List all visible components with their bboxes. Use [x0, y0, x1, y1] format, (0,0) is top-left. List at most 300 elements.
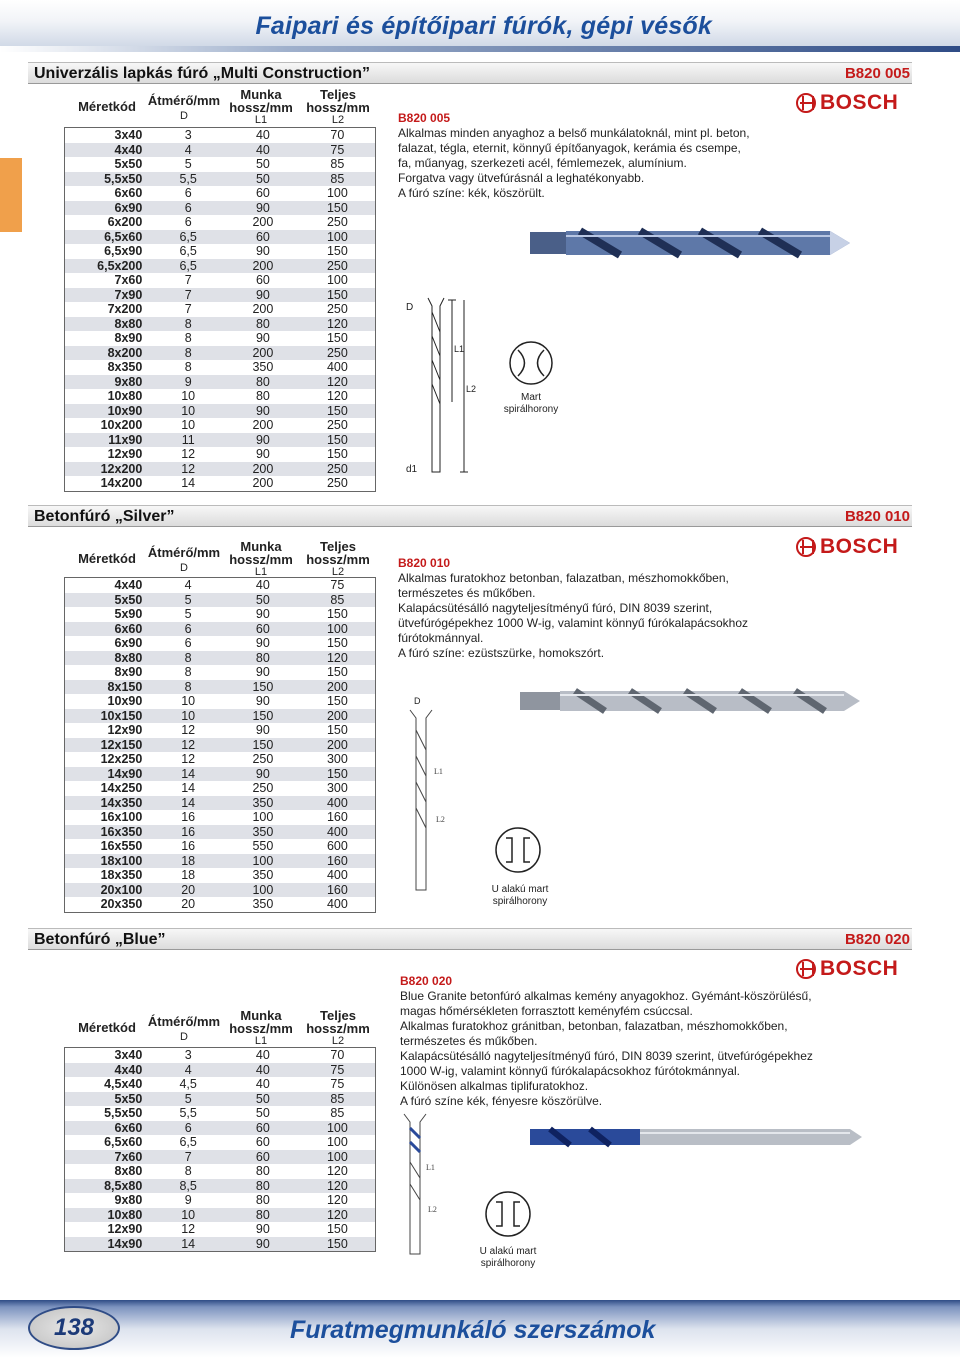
size-code-cell: 18x350: [100, 868, 143, 882]
table-row: [65, 1077, 376, 1092]
table-row: [65, 738, 376, 753]
work-length-cell: 90: [255, 665, 270, 679]
size-code-cell: 7x60: [65, 1150, 151, 1165]
table-row: [65, 418, 376, 433]
diameter-cell: 6: [184, 215, 192, 229]
work-length-cell: 50: [226, 1092, 300, 1107]
svg-text:L2: L2: [466, 384, 477, 394]
work-length-cell: 50: [226, 593, 300, 608]
col-total-header-2: hossz/mm: [306, 1021, 370, 1036]
table-header-silver: [64, 540, 376, 578]
table-row: [65, 578, 376, 593]
table-row: [65, 1237, 376, 1252]
description-line: Kalapácsütésálló nagyteljesítményű fúró, DIN 8039 szerint,: [398, 601, 713, 615]
section-header-multi-construction: [28, 62, 912, 84]
size-code-cell: 12x150: [65, 738, 151, 753]
work-length-cell: 40: [255, 1048, 270, 1062]
table-row: [65, 1106, 376, 1121]
size-code-cell: 18x100: [65, 854, 151, 869]
diameter-cell: 8: [150, 346, 226, 361]
work-length-cell: 80: [255, 1193, 270, 1207]
table-row: [65, 665, 376, 680]
total-length-cell: 120: [300, 375, 376, 390]
description-line: fúrótokmánnyal.: [398, 631, 484, 645]
size-code-cell: 14x90: [65, 767, 151, 782]
work-length-cell: 90: [255, 331, 270, 345]
size-code-cell: 9x80: [114, 1193, 143, 1207]
description-line: magas hőmérsékleten forrasztott keményfém csúccsal.: [400, 1004, 693, 1018]
size-code-cell: 10x80: [107, 389, 143, 403]
size-code-cell: 5x50: [65, 593, 151, 608]
table-row: [65, 868, 376, 883]
total-length-cell: 160: [326, 810, 348, 824]
total-length-cell: 250: [300, 259, 376, 274]
work-length-cell: 350: [252, 897, 274, 911]
size-code-cell: 14x200: [100, 476, 143, 490]
description-code: B820 020: [400, 974, 453, 988]
size-code-cell: 9x80: [65, 375, 151, 390]
col-total-header-1: Teljes: [320, 539, 356, 554]
table-row: [65, 230, 376, 245]
size-code-cell: 10x90: [107, 694, 143, 708]
table-row: [65, 839, 376, 854]
total-length-cell: 85: [300, 172, 376, 187]
col-code-header: Méretkód: [78, 99, 136, 114]
diameter-cell: 16: [181, 810, 196, 824]
diameter-cell: 10: [150, 709, 226, 724]
size-code-cell: 16x100: [100, 810, 143, 824]
work-length-cell: 100: [226, 854, 300, 869]
description-code: B820 005: [398, 111, 451, 125]
spec-table-multi-construction: [64, 127, 376, 492]
size-code-cell: 12x250: [100, 752, 143, 766]
size-code-cell: 5x50: [65, 1092, 151, 1107]
work-length-cell: 80: [226, 651, 300, 666]
table-row: [65, 157, 376, 172]
table-row: [65, 810, 376, 825]
diameter-cell: 6,5: [150, 230, 226, 245]
table-header-blue: [64, 1009, 376, 1047]
total-length-cell: 100: [300, 1150, 376, 1165]
size-code-cell: 5,5x50: [65, 172, 151, 187]
total-length-cell: 250: [326, 418, 348, 432]
diameter-cell: 7: [184, 273, 192, 287]
table-row: [65, 1193, 376, 1208]
total-length-cell: 75: [300, 1063, 376, 1078]
groove-label-line: spirálhorony: [503, 404, 559, 415]
col-diameter-header: Átmérő/mm: [147, 93, 221, 108]
diameter-cell: 4: [150, 143, 226, 158]
size-code-cell: 10x80: [65, 1208, 151, 1223]
work-length-cell: 350: [252, 868, 274, 882]
groove-label: [468, 1246, 548, 1270]
diameter-cell: 6,5: [179, 1135, 197, 1149]
work-length-cell: 90: [255, 636, 270, 650]
table-row: [65, 622, 376, 637]
total-length-cell: 200: [300, 738, 376, 753]
svg-text:L1: L1: [434, 767, 443, 776]
groove-label-line: spirálhorony: [492, 896, 548, 907]
diameter-cell: 9: [184, 1193, 192, 1207]
section-header-silver: [28, 505, 912, 527]
table-row: [65, 259, 376, 274]
work-length-cell: 200: [252, 302, 274, 316]
total-length-cell: 400: [326, 897, 348, 911]
diameter-cell: 6: [184, 186, 192, 200]
table-row: [65, 143, 376, 158]
size-code-cell: 8x80: [65, 651, 151, 666]
description-line: 1000 W-ig, valamint könnyű fúrókalapácsokhoz fúrótokmánnyal.: [400, 1064, 740, 1078]
total-length-cell: 70: [330, 128, 345, 142]
diameter-cell: 14: [181, 476, 196, 490]
table-row: [65, 215, 376, 230]
col-work-sub: L1: [254, 1035, 268, 1047]
table-row: [65, 360, 376, 375]
table-row: [65, 1048, 376, 1063]
diameter-cell: 8: [150, 317, 226, 332]
work-length-cell: 150: [226, 709, 300, 724]
description-line: természetes és műkőben.: [400, 1034, 538, 1048]
work-length-cell: 60: [255, 1135, 270, 1149]
col-total-header-2: hossz/mm: [306, 100, 370, 115]
col-work-sub: L1: [254, 566, 268, 578]
diameter-cell: 6: [184, 636, 192, 650]
table-row: [65, 1150, 376, 1165]
table-row: [65, 723, 376, 738]
diameter-cell: 12: [150, 462, 226, 477]
bosch-logo: [796, 958, 906, 980]
total-length-cell: 100: [300, 622, 376, 637]
size-code-cell: 12x90: [107, 723, 143, 737]
diameter-cell: 8: [184, 360, 192, 374]
table-row: [65, 244, 376, 259]
description-line: ütvefúrógépekhez 1000 W-ig, valamint könnyű fúrókalapácsokhoz: [398, 616, 748, 630]
description-line: fa, műanyag, szerkezeti acél, fémlemezek, alumínium.: [398, 156, 687, 170]
diameter-cell: 10: [150, 1208, 226, 1223]
bosch-logo: [796, 92, 906, 114]
diameter-cell: 6,5: [179, 244, 197, 258]
col-work-header-2: hossz/mm: [229, 1021, 293, 1036]
table-row: [65, 680, 376, 695]
table-row: [65, 825, 376, 840]
section-code: B820 020: [844, 931, 910, 948]
work-length-cell: 100: [252, 810, 274, 824]
table-row: [65, 1208, 376, 1223]
total-length-cell: 120: [300, 1179, 376, 1194]
size-code-cell: 4x40: [65, 1063, 151, 1078]
work-length-cell: 60: [255, 186, 270, 200]
total-length-cell: 100: [326, 273, 348, 287]
size-code-cell: 6,5x60: [65, 230, 151, 245]
diameter-cell: 14: [181, 781, 196, 795]
work-length-cell: 80: [226, 375, 300, 390]
groove-label-line: U alakú mart: [491, 884, 549, 895]
col-work-header-2: hossz/mm: [229, 100, 293, 115]
work-length-cell: 40: [226, 143, 300, 158]
diameter-cell: 3: [184, 128, 192, 142]
size-code-cell: 6,5x60: [104, 1135, 143, 1149]
section-tab-marker: [0, 158, 22, 232]
diameter-cell: 6: [150, 201, 226, 216]
table-row: [65, 186, 376, 201]
table-row: [65, 1179, 376, 1194]
u-groove-cross-section-icon: [484, 1190, 532, 1238]
size-code-cell: 14x90: [65, 1237, 151, 1252]
svg-text:d1: d1: [406, 464, 418, 475]
col-total-sub: L2: [331, 1035, 345, 1047]
diameter-cell: 14: [150, 796, 226, 811]
table-row: [65, 636, 376, 651]
total-length-cell: 85: [330, 1106, 345, 1120]
col-work-header-1: Munka: [240, 539, 282, 554]
size-code-cell: 5x50: [114, 157, 143, 171]
work-length-cell: 80: [226, 1179, 300, 1194]
table-row: [65, 476, 376, 491]
diameter-cell: 12: [181, 723, 196, 737]
table-row: [65, 897, 376, 912]
total-length-cell: 250: [300, 462, 376, 477]
table-row: [65, 404, 376, 419]
size-code-cell: 20x350: [100, 897, 143, 911]
size-code-cell: 5,5x50: [104, 1106, 143, 1120]
total-length-cell: 250: [326, 476, 348, 490]
size-code-cell: 8,5x80: [65, 1179, 151, 1194]
total-length-cell: 150: [326, 723, 348, 737]
work-length-cell: 60: [226, 1150, 300, 1165]
diameter-cell: 5: [184, 607, 192, 621]
diameter-cell: 8: [184, 1164, 192, 1178]
groove-label: [480, 884, 560, 908]
total-length-cell: 150: [326, 665, 348, 679]
description-line: Különösen alkalmas tiplifuratokhoz.: [400, 1079, 589, 1093]
work-length-cell: 90: [226, 433, 300, 448]
svg-text:L1: L1: [454, 344, 465, 354]
work-length-cell: 40: [255, 128, 270, 142]
diameter-cell: 6: [150, 622, 226, 637]
size-code-cell: 6,5x90: [104, 244, 143, 258]
total-length-cell: 100: [300, 230, 376, 245]
size-code-cell: 6x60: [114, 186, 143, 200]
work-length-cell: 80: [255, 389, 270, 403]
table-row: [65, 607, 376, 622]
description-line: Alkalmas minden anyaghoz a belső munkálatoknál, mint pl. beton,: [398, 126, 750, 140]
total-length-cell: 600: [326, 839, 348, 853]
diameter-cell: 5,5: [150, 172, 226, 187]
total-length-cell: 85: [300, 1092, 376, 1107]
size-code-cell: 20x100: [65, 883, 151, 898]
size-code-cell: 6x60: [65, 1121, 151, 1136]
description-line: A fúró színe: kék, köszörült.: [398, 186, 545, 200]
table-row: [65, 288, 376, 303]
work-length-cell: 350: [252, 360, 274, 374]
svg-text:L1: L1: [426, 1163, 435, 1172]
diameter-cell: 18: [181, 868, 196, 882]
diameter-cell: 10: [181, 694, 196, 708]
table-row: [65, 128, 376, 143]
total-length-cell: 85: [330, 157, 345, 171]
work-length-cell: 80: [226, 317, 300, 332]
spec-table-silver: [64, 577, 376, 913]
diameter-cell: 4: [150, 1063, 226, 1078]
work-length-cell: 200: [226, 259, 300, 274]
work-length-cell: 90: [226, 404, 300, 419]
total-length-cell: 400: [326, 360, 348, 374]
groove-label-line: Mart: [521, 392, 541, 403]
table-header-multi-construction: [64, 88, 376, 126]
table-row: [65, 1135, 376, 1150]
work-length-cell: 80: [255, 1164, 270, 1178]
table-row: [65, 709, 376, 724]
table-row: [65, 796, 376, 811]
drill-bit-blue-image: [530, 222, 860, 264]
col-total-sub: L2: [331, 566, 345, 578]
page-title: Faipari és építőipari fúrók, gépi vésők: [255, 12, 712, 40]
work-length-cell: 60: [226, 1121, 300, 1136]
description-line: A fúró színe kék, fényesre köszörülve.: [400, 1094, 603, 1108]
total-length-cell: 85: [300, 593, 376, 608]
section-code: B820 010: [844, 508, 910, 525]
diameter-cell: 5: [184, 157, 192, 171]
diameter-cell: 10: [150, 404, 226, 419]
bosch-armature-icon: [796, 537, 816, 557]
size-code-cell: 8x80: [114, 1164, 143, 1178]
size-code-cell: 12x200: [65, 462, 151, 477]
total-length-cell: 150: [300, 288, 376, 303]
work-length-cell: 250: [252, 752, 274, 766]
section-title: Betonfúró „Blue”: [34, 931, 166, 948]
work-length-cell: 90: [255, 1222, 270, 1236]
bosch-wordmark: BOSCH: [820, 957, 899, 980]
col-work-header-1: Munka: [240, 1008, 282, 1023]
col-total-sub: L2: [331, 114, 345, 126]
size-code-cell: 6,5x200: [65, 259, 151, 274]
work-length-cell: 150: [226, 738, 300, 753]
total-length-cell: 120: [300, 1208, 376, 1223]
diameter-cell: 5: [150, 593, 226, 608]
diameter-cell: 12: [181, 752, 196, 766]
svg-text:D: D: [406, 302, 414, 313]
table-row: [65, 854, 376, 869]
work-length-cell: 200: [252, 476, 274, 490]
col-code-header: Méretkód: [78, 551, 136, 566]
table-row: [65, 883, 376, 898]
total-length-cell: 400: [300, 796, 376, 811]
total-length-cell: 160: [300, 854, 376, 869]
size-code-cell: 14x350: [65, 796, 151, 811]
work-length-cell: 200: [252, 418, 274, 432]
size-code-cell: 6x60: [65, 622, 151, 637]
table-row: [65, 781, 376, 796]
total-length-cell: 250: [300, 346, 376, 361]
svg-text:L2: L2: [436, 815, 445, 824]
col-diameter-header: Átmérő/mm: [147, 1014, 221, 1029]
work-length-cell: 200: [252, 215, 274, 229]
diameter-cell: 8: [184, 665, 192, 679]
diameter-cell: 7: [150, 1150, 226, 1165]
groove-label-line: U alakú mart: [479, 1246, 537, 1257]
size-code-cell: 16x350: [65, 825, 151, 840]
total-length-cell: 75: [330, 1077, 345, 1091]
total-length-cell: 75: [300, 143, 376, 158]
total-length-cell: 150: [326, 636, 348, 650]
size-code-cell: 8x150: [65, 680, 151, 695]
table-row: [65, 346, 376, 361]
svg-text:L2: L2: [428, 1205, 437, 1214]
bosch-armature-icon: [796, 959, 816, 979]
section-title: Betonfúró „Silver”: [34, 508, 175, 525]
total-length-cell: 100: [326, 186, 348, 200]
work-length-cell: 90: [255, 723, 270, 737]
total-length-cell: 160: [300, 883, 376, 898]
total-length-cell: 100: [326, 1135, 348, 1149]
size-code-cell: 3x40: [114, 1048, 143, 1062]
total-length-cell: 150: [326, 244, 348, 258]
diameter-cell: 3: [184, 1048, 192, 1062]
description-line: Kalapácsütésálló nagyteljesítményű fúró, DIN 8039 szerint, ütvefúrógépekhez: [400, 1049, 813, 1063]
groove-label: [494, 392, 568, 416]
bosch-wordmark: BOSCH: [820, 535, 899, 558]
col-diameter-sub: D: [180, 1031, 188, 1043]
drill-dimension-drawing: [400, 1108, 456, 1258]
total-length-cell: 150: [326, 694, 348, 708]
total-length-cell: 150: [300, 404, 376, 419]
size-code-cell: 10x90: [65, 404, 151, 419]
description-line: természetes és műkőben.: [398, 586, 536, 600]
size-code-cell: 7x90: [65, 288, 151, 303]
table-row: [65, 302, 376, 317]
col-work-header-1: Munka: [240, 87, 282, 102]
svg-text:D: D: [414, 696, 421, 706]
diameter-cell: 10: [181, 418, 196, 432]
diameter-cell: 16: [150, 825, 226, 840]
size-code-cell: 12x90: [107, 1222, 143, 1236]
diameter-cell: 20: [150, 883, 226, 898]
col-diameter-sub: D: [180, 562, 188, 574]
total-length-cell: 400: [300, 825, 376, 840]
diameter-cell: 12: [181, 447, 196, 461]
total-length-cell: 150: [326, 1222, 348, 1236]
diameter-cell: 6: [150, 1121, 226, 1136]
description-multi-construction: [398, 111, 798, 201]
table-row: [65, 1092, 376, 1107]
work-length-cell: 90: [255, 447, 270, 461]
diameter-cell: 10: [181, 389, 196, 403]
size-code-cell: 14x250: [100, 781, 143, 795]
diameter-cell: 6,5: [150, 259, 226, 274]
diameter-cell: 20: [181, 897, 196, 911]
description-line: A fúró színe: ezüstszürke, homokszórt.: [398, 646, 605, 660]
size-code-cell: 7x60: [114, 273, 143, 287]
total-length-cell: 200: [300, 680, 376, 695]
diameter-cell: 16: [181, 839, 196, 853]
table-row: [65, 651, 376, 666]
size-code-cell: 6x90: [65, 201, 151, 216]
work-length-cell: 350: [226, 825, 300, 840]
diameter-cell: 14: [150, 767, 226, 782]
table-row: [65, 1222, 376, 1237]
diameter-cell: 7: [184, 302, 192, 316]
table-row: [65, 462, 376, 477]
table-row: [65, 201, 376, 216]
work-length-cell: 550: [252, 839, 274, 853]
table-row: [65, 389, 376, 404]
total-length-cell: 200: [300, 709, 376, 724]
work-length-cell: 80: [226, 1208, 300, 1223]
work-length-cell: 90: [226, 201, 300, 216]
col-diameter-sub: D: [180, 110, 188, 122]
total-length-cell: 400: [326, 868, 348, 882]
table-row: [65, 1063, 376, 1078]
